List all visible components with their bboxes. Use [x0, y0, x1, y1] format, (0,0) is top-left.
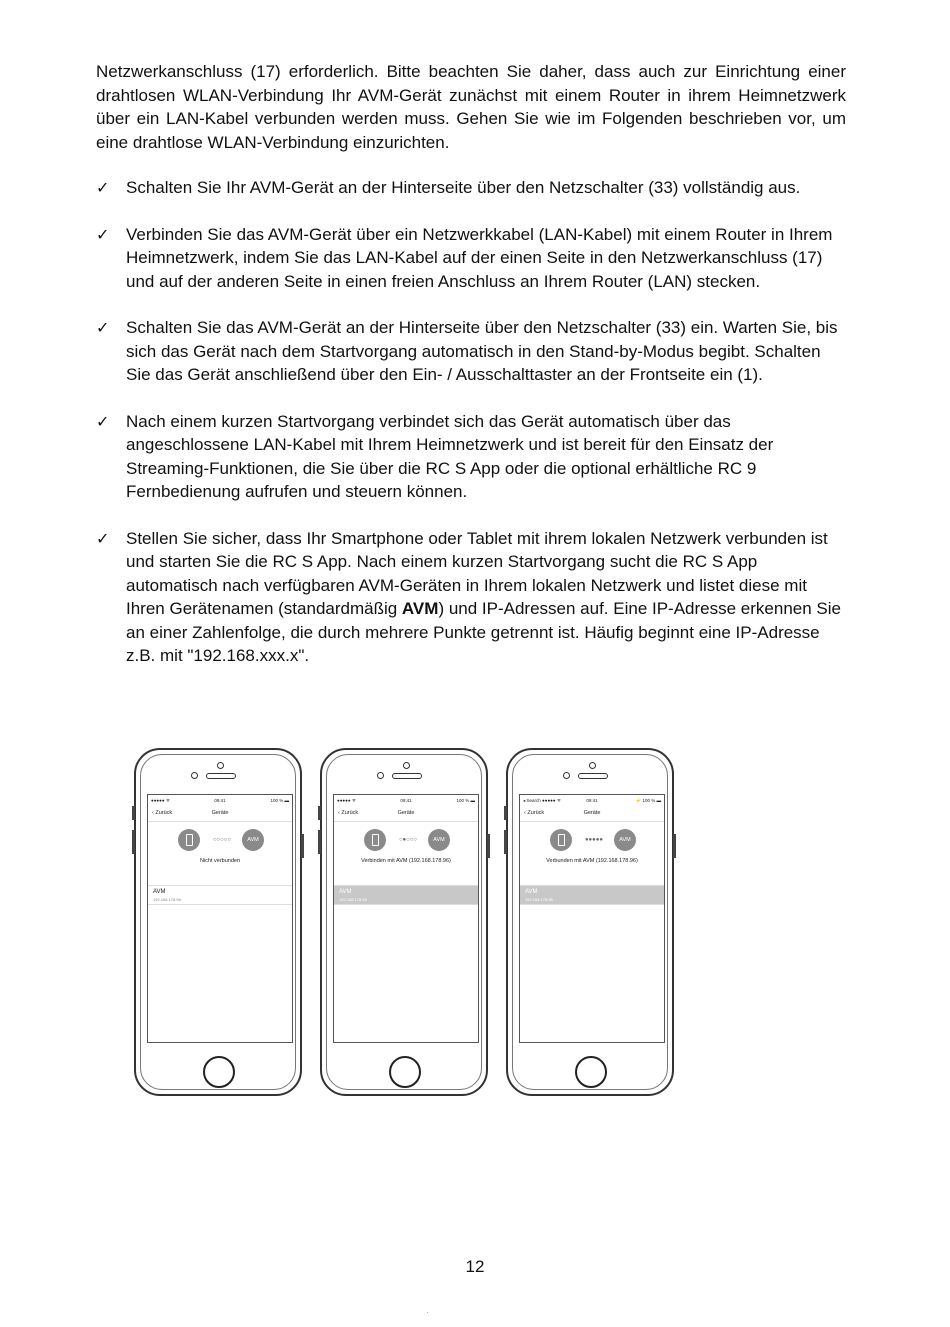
avm-device-icon: AVM	[614, 829, 636, 851]
camera-icon	[403, 762, 410, 769]
intro-paragraph: Netzwerkanschluss (17) erforderlich. Bitte beachten Sie daher, dass auch zur Einrichtung einer drahtlosen WLAN-Verbindung Ihr AVM-Gerät zunächst mit einem Router in ihrem Heimnetzwerk über ein LAN-Kabel verbunden werden muss. Gehen Sie wie im Folgenden beschrieben vor, um eine drahtlose WLAN-Verbindung einzurichten.	[96, 62, 846, 152]
status-bar: ◂ Search ●●●●● ᯤ 09:41 ⚡ 100 % ▬	[523, 798, 661, 803]
connection-graphic	[548, 829, 638, 851]
checkmark-icon: ✓	[96, 528, 110, 548]
smartphone-icon	[550, 829, 572, 851]
checkmark-icon: ✓	[96, 411, 110, 431]
connection-status: Nicht verbunden	[199, 858, 241, 864]
home-button	[389, 1056, 421, 1088]
item-text: Schalten Sie Ihr AVM-Gerät an der Hinterseite über den Netzschalter (33) vollständig aus.	[126, 178, 801, 197]
side-button	[132, 806, 135, 820]
camera-icon	[217, 762, 224, 769]
status-bar: ●●●●● ᯤ 09:41 100 % ▬	[151, 798, 289, 803]
device-name: AVM	[153, 889, 166, 895]
device-name: AVM	[525, 889, 538, 895]
phone-illustration	[320, 748, 488, 1096]
list-item	[96, 316, 846, 387]
device-row[interactable]	[520, 885, 664, 905]
connection-status: Verbunden mit AVM (192.168.178.96)	[546, 858, 638, 864]
sensor-icon	[563, 772, 570, 779]
side-button	[318, 830, 321, 854]
device-ip: 192.168.178.96	[525, 897, 553, 902]
checkmark-icon: ✓	[96, 318, 110, 337]
nav-bar	[334, 805, 478, 822]
side-button	[487, 834, 490, 858]
screen-title: Geräte	[397, 810, 415, 816]
back-button[interactable]: ‹ Zurück	[152, 810, 173, 816]
device-ip: 192.168.178.96	[153, 897, 181, 902]
back-button[interactable]: ‹ Zurück	[338, 810, 359, 816]
item-text: Nach einem kurzen Startvorgang verbindet sich das Gerät automatisch über das angeschlossene LAN-Kabel mit Ihrem Heimnetzwerk und ist bereit für den Einsatz der Streaming-Funktionen, die Sie über die RC S App oder die optional erhältliche RC 9 Fernbedienung aufrufen und steuern können.	[126, 411, 774, 501]
side-button	[318, 806, 321, 820]
item-text: Schalten Sie das AVM-Gerät an der Hinterseite über den Netzschalter (33) ein. Warten Sie, bis sich das Gerät nach dem Startvorgang automatisch in den Stand-by-Modus begibt. Schalten Sie das Gerät anschließend über den Ein- / Ausschalttaster an der Frontseite ein (1).	[126, 318, 838, 384]
home-button	[203, 1056, 235, 1088]
list-item	[96, 527, 846, 668]
side-button	[504, 830, 507, 854]
side-button	[132, 830, 135, 854]
sensor-icon	[377, 772, 384, 779]
item-text: Stellen Sie sicher, dass Ihr Smartphone oder Tablet mit ihrem lokalen Netzwerk verbunden ist und starten Sie die RC S App. Nach einem kurzen Startvorgang sucht die RC S App automatisch nach verfügbaren AVM-Geräten in Ihrem lokalen Netzwerk und listet diese mit Ihren Gerätenamen (standardmäßig AVM) und IP-Adressen auf. Eine IP-Adresse erkennen Sie an einer Zahlenfolge, die durch mehrere Punkte getrennt ist. Häufig beginnt eine IP-Adresse z.B. mit "192.168.xxx.x".	[126, 528, 841, 665]
smartphone-icon	[364, 829, 386, 851]
phone-screen	[147, 794, 293, 1043]
back-button[interactable]: ‹ Zurück	[524, 810, 545, 816]
screen-title: Geräte	[211, 810, 229, 816]
list-item	[96, 176, 846, 200]
connection-graphic	[176, 829, 266, 851]
progress-dots: ●●●●●	[584, 837, 604, 843]
phone-illustrations	[134, 748, 679, 1098]
speaker-icon	[392, 773, 422, 779]
speaker-icon	[578, 773, 608, 779]
device-name: AVM	[339, 889, 352, 895]
list-item	[96, 223, 846, 294]
nav-bar	[520, 805, 664, 822]
phone-screen	[333, 794, 479, 1043]
progress-dots: ○●○○○	[398, 837, 418, 843]
progress-dots: ○○○○○	[212, 837, 232, 843]
side-button	[504, 806, 507, 820]
page-number: 12	[465, 1257, 485, 1276]
camera-icon	[589, 762, 596, 769]
phone-illustration	[134, 748, 302, 1096]
checkmark-icon: ✓	[96, 224, 110, 244]
device-ip: 192.168.178.96	[339, 897, 367, 902]
sensor-icon	[191, 772, 198, 779]
list-item	[96, 410, 846, 504]
checkmark-icon: ✓	[96, 178, 110, 197]
avm-device-icon: AVM	[428, 829, 450, 851]
status-bar: ●●●●● ᯤ 09:41 100 % ▬	[337, 798, 475, 803]
footer-mark: ·	[426, 1307, 429, 1317]
side-button	[673, 834, 676, 858]
phone-illustration	[506, 748, 674, 1096]
screen-title: Geräte	[583, 810, 601, 816]
bold-device-name: AVM	[401, 599, 439, 618]
nav-bar	[148, 805, 292, 822]
avm-device-icon: AVM	[242, 829, 264, 851]
instruction-list	[96, 176, 846, 691]
connection-graphic	[362, 829, 452, 851]
device-row[interactable]	[334, 885, 478, 905]
side-button	[301, 834, 304, 858]
phone-screen	[519, 794, 665, 1043]
speaker-icon	[206, 773, 236, 779]
connection-status: Verbinden mit AVM (192.168.178.96)	[361, 858, 451, 864]
smartphone-icon	[178, 829, 200, 851]
home-button	[575, 1056, 607, 1088]
item-text: Verbinden Sie das AVM-Gerät über ein Netzwerkkabel (LAN-Kabel) mit einem Router in Ihrem Heimnetzwerk, indem Sie das LAN-Kabel auf der einen Seite in den Netzwerkanschluss (17) und auf der anderen Seite in einen freien Anschluss an Ihrem Router (LAN) stecken.	[126, 224, 833, 291]
device-row[interactable]	[148, 885, 292, 905]
